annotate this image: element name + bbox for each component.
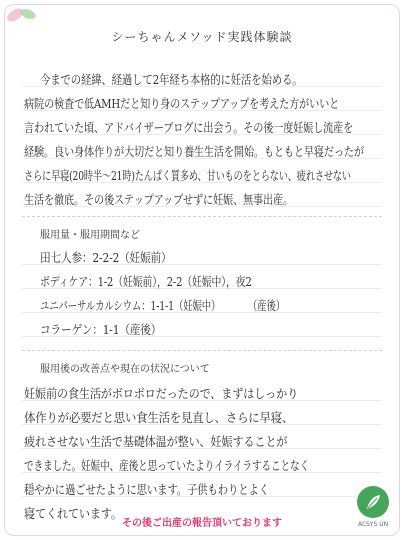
story-line: 生活を徹底。その後ステップアップせずに妊娠、無事出産。	[24, 192, 293, 207]
dosage-line: ボディケア：1-2（妊娠前），2-2（妊娠中），夜2	[40, 274, 252, 289]
dosage-line: コラーゲン：1-1（産後）	[40, 322, 162, 337]
story-line: 病院の検査で低AMHだと知り身のステップアップを考えた方がいいと	[24, 96, 340, 111]
story-line: 言われていた頃、アドバイザーブログに出会う。その後一度妊娠し流産を	[24, 120, 354, 135]
story-line: さらに早寝(20時半～21時)たんぱく質多め、甘いものをとらない、疲れさせない	[24, 168, 351, 183]
brand-name: ACSYS UN	[357, 521, 389, 528]
improvement-line: 妊娠前の食生活がボロボロだったので、まずはしっかり	[24, 386, 299, 401]
dosage-line: ユニバーサルカルシウム：1-1-1（妊娠中） （産後）	[40, 298, 285, 313]
improvement-label: 服用後の改善点や現在の状況について	[40, 364, 210, 375]
improvement-line: できました。妊娠中、産後と思っていたよりイライラすることなく	[24, 458, 309, 473]
improvement-line: 穏やかに過ごせたように思います。子供もわりとよく	[24, 482, 269, 497]
leaf-decoration-icon	[4, 2, 40, 28]
dosage-label: 服用量・服用期間など	[40, 230, 140, 241]
page-title: シーちゃんメソッド実践体験談	[111, 30, 293, 44]
brand-logo	[350, 486, 396, 532]
section-divider	[22, 350, 382, 351]
story-line: 経験。良い身体作りが大切だと知り養生生活を開始。もともと早寝だったが	[24, 144, 364, 159]
story-line: 今までの経緯、経過して2年経ち本格的に妊活を始める。	[40, 72, 303, 87]
improvement-line: 体作りが必要だと思い食生活を見直し、さらに早寝、	[24, 410, 294, 425]
improvement-line: 疲れさせない生活で基礎体温が整い、妊娠することが	[24, 434, 288, 449]
leaf-logo-icon	[357, 486, 389, 518]
dosage-line: 田七人参：2-2-2（妊娠前）	[40, 250, 172, 265]
footer-note: その後ご出産の報告頂いております	[122, 518, 282, 529]
improvement-line: 寝てくれています。	[24, 506, 122, 521]
section-divider	[22, 216, 382, 217]
